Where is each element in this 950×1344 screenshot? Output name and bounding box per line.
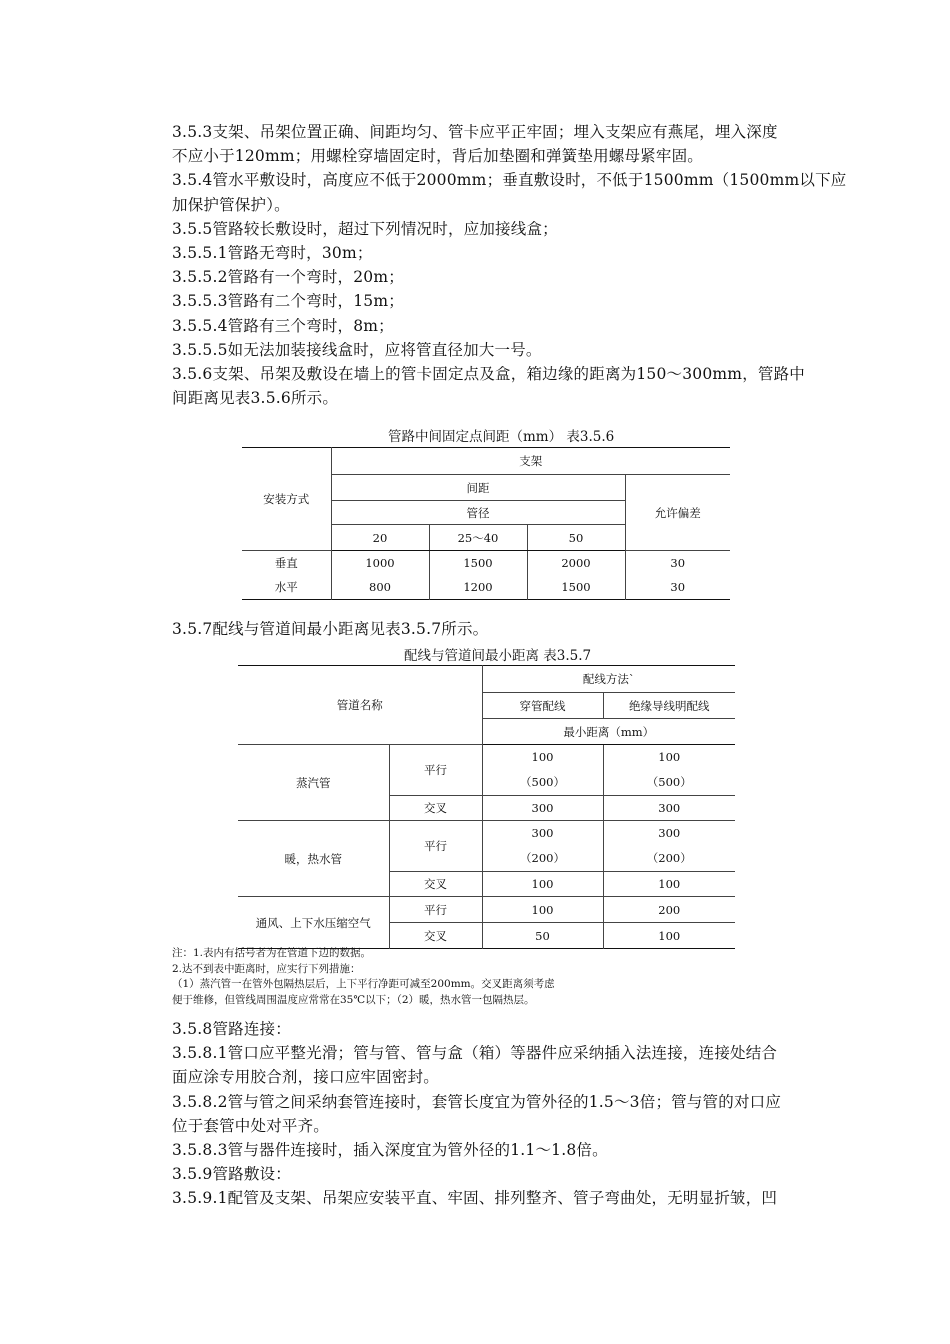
table-cell: 100	[482, 897, 603, 923]
text-line: 3.5.5.3管路有二个弯时，15m；	[172, 292, 404, 311]
header-conduit-wiring: 穿管配线	[482, 693, 603, 719]
body-text-357	[172, 617, 836, 641]
pipe-ventilation: 通风、上下水压缩空气	[238, 897, 389, 949]
header-min-distance: 最小距离（mm）	[482, 719, 735, 745]
body-text-bottom	[172, 1017, 836, 1211]
text-line: 3.5.5管路较长敷设时，超过下列情况时，应加接线盒；	[172, 219, 558, 238]
text-line: 3.5.3支架、吊架位置正确、间距均匀、管卡应平正牢固；埋入支架应有燕尾，埋入深度	[172, 123, 778, 141]
cell-value-paren: （200）	[646, 851, 692, 865]
table-cell: 30	[670, 556, 686, 571]
header-pipe-name: 管道名称	[238, 666, 482, 745]
cell-value-paren: （500）	[520, 775, 565, 789]
relation-cross: 交叉	[389, 796, 482, 821]
size-20: 20	[331, 525, 429, 551]
text-line: 3.5.4管水平敷设时，高度应不低于2000mm；垂直敷设时，不低于1500mm（1500mm以下应	[172, 171, 847, 190]
relation-parallel: 平行	[389, 821, 482, 872]
text-line: 3.5.6支架、吊架及敷设在墙上的管卡固定点及盒，箱边缘的距离为150～300mm，管路中	[172, 365, 806, 384]
text-line: 3.5.9管路敷设：	[172, 1165, 291, 1184]
header-tolerance: 允许偏差	[625, 475, 730, 551]
table-cell: 300	[603, 796, 735, 821]
table-cell: 100	[658, 928, 681, 943]
relation-cross: 交叉	[389, 872, 482, 897]
table-cell: 30	[670, 580, 686, 595]
text-line: 3.5.7配线与管道间最小距离见表3.5.7所示。	[172, 620, 489, 638]
text-line: 3.5.5.4管路有三个弯时，8m；	[172, 316, 394, 335]
note-line: 2.达不到表中距离时，应实行下列措施：	[172, 962, 361, 975]
header-diameter: 管径	[331, 501, 625, 525]
relation-parallel: 平行	[389, 745, 482, 796]
note-line: 便于维修，但管线周围温度应常常在35℃以下；（2）暖，热水管一包隔热层。	[172, 993, 535, 1006]
table-cell	[482, 745, 603, 796]
note-line: 注：1.表内有括号者为在管道下边的数据。	[172, 947, 372, 959]
table-cell	[603, 745, 735, 796]
text-line: 3.5.8.2管与管之间采纳套管连接时，套管长度宜为管外径的1.5～3倍；管与管的对口应	[172, 1092, 782, 1111]
table-3-5-7	[238, 665, 735, 949]
cell-value: 300	[531, 826, 554, 840]
text-line: 3.5.5.1管路无弯时，30m；	[172, 244, 373, 263]
row-label: 水平	[242, 576, 331, 600]
header-install-method: 安装方式	[242, 448, 331, 551]
table-cell: 300	[482, 796, 603, 821]
table-cell: 50	[482, 923, 603, 949]
table-cell: 100	[482, 872, 603, 897]
size-50: 50	[527, 525, 625, 551]
header-spacing: 间距	[331, 475, 625, 501]
text-line: 位于套管中处对平齐。	[172, 1116, 330, 1135]
pipe-steam: 蒸汽管	[238, 745, 389, 821]
table-cell: 800	[331, 576, 429, 600]
table-cell: 1500	[429, 551, 527, 576]
text-line: 3.5.8管路连接：	[172, 1020, 291, 1038]
header-support: 支架	[331, 448, 730, 475]
cell-value-paren: （500）	[646, 775, 692, 789]
table-cell: 100	[603, 872, 735, 897]
cell-value: 300	[658, 826, 681, 840]
cell-value-paren: （200）	[520, 851, 565, 865]
table-cell	[482, 821, 603, 872]
pipe-hot-water: 暖，热水管	[238, 821, 389, 897]
row-label: 垂直	[242, 551, 331, 576]
table-cell	[603, 821, 735, 872]
table-cell: 1200	[429, 576, 527, 600]
table-cell: 1000	[331, 551, 429, 576]
text-line: 3.5.8.3管与器件连接时，插入深度宜为管外径的1.1～1.8倍。	[172, 1141, 608, 1160]
table-3-5-6	[242, 447, 730, 600]
cell-value: 100	[531, 750, 554, 764]
table-cell: 200	[603, 897, 735, 923]
text-line: 3.5.9.1配管及支架、吊架应安装平直、牢固、排列整齐、管子弯曲处，无明显折皱，凹	[172, 1189, 778, 1208]
header-wiring-method: 配线方法`	[482, 666, 735, 693]
table-cell: 2000	[527, 551, 625, 576]
text-line: 间距离见表3.5.6所示。	[172, 389, 339, 408]
relation-cross: 交叉	[389, 923, 482, 949]
table2-caption: 配线与管道间最小距离 表3.5.7	[404, 648, 592, 664]
header-open-wiring: 绝缘导线明配线	[603, 693, 735, 719]
text-line: 3.5.8.1管口应平整光滑；管与管、管与盒（箱）等器件应采纳插入法连接，连接处结合	[172, 1044, 778, 1063]
relation-parallel: 平行	[389, 897, 482, 923]
text-line: 3.5.5.5如无法加装接线盒时，应将管直径加大一号。	[172, 340, 542, 359]
table-cell: 1500	[527, 576, 625, 600]
cell-value: 100	[658, 750, 681, 764]
table1-caption: 管路中间固定点间距（mm） 表3.5.6	[388, 429, 615, 445]
text-line: 3.5.5.2管路有一个弯时，20m；	[172, 268, 404, 287]
text-line: 不应小于120mm；用螺栓穿墙固定时，背后加垫圈和弹簧垫用螺母紧牢固。	[172, 147, 703, 166]
text-line: 面应涂专用胶合剂，接口应牢固密封。	[172, 1068, 439, 1087]
size-25-40: 25～40	[429, 525, 527, 551]
table-notes	[172, 946, 555, 1008]
text-line: 加保护管保护）。	[172, 195, 290, 214]
note-line: （1）蒸汽管一在管外包隔热层后，上下平行净距可减至200mm。交叉距离须考虑	[172, 978, 555, 991]
body-text-top	[172, 120, 847, 410]
